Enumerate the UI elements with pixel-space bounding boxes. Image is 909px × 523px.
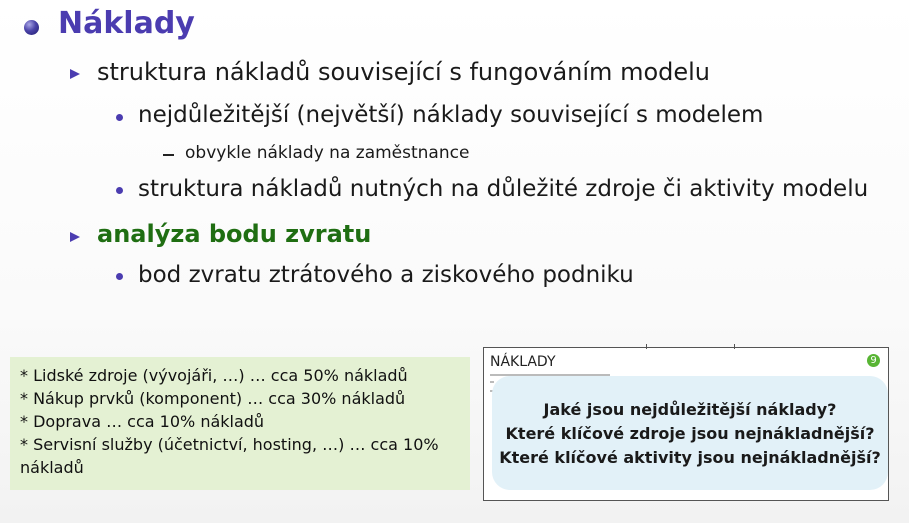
arrow-bullet-icon — [70, 69, 80, 79]
cost-breakdown-note — [10, 357, 470, 490]
note-line: * Doprava … cca 10% nákladů — [20, 412, 265, 431]
subbullet-cost-structure: struktura nákladů nutných na důležité zdroje či aktivity modelu — [138, 176, 869, 202]
question: Které klíčové zdroje jsou nejnákladnější? — [505, 424, 875, 443]
question-bubble — [492, 376, 888, 490]
question: Jaké jsou nejdůležitější náklady? — [543, 400, 837, 419]
note-line: * Nákup prvků (komponent) … cca 30% nákladů — [20, 389, 406, 408]
subsubbullet-employees: obvykle náklady na zaměstnance — [185, 143, 470, 163]
title-bullet-icon — [24, 20, 39, 35]
dash-bullet-icon — [163, 154, 174, 156]
subbullet-break-even-point: bod zvratu ztrátového a ziskového podniku — [138, 262, 634, 288]
dot-bullet-icon — [116, 187, 123, 194]
arrow-bullet-icon — [70, 232, 80, 242]
card-title: NÁKLADY — [490, 354, 556, 370]
card-tick — [646, 344, 647, 349]
slide-title: Náklady — [58, 6, 195, 41]
costs-canvas-card — [483, 347, 889, 501]
note-line: nákladů — [20, 458, 84, 477]
bullet-structure: struktura nákladů související s fungováním modelu — [97, 58, 711, 86]
note-line: * Servisní služby (účetnictví, hosting, …) … cca 10% — [20, 435, 439, 454]
page-badge: 9 — [867, 354, 880, 367]
card-tick — [734, 344, 735, 349]
dot-bullet-icon — [116, 114, 123, 121]
subbullet-key-costs: nejdůležitější (největší) náklady související s modelem — [138, 102, 764, 128]
bullet-break-even: analýza bodu zvratu — [97, 220, 372, 248]
card-fine-print — [490, 381, 494, 383]
note-line: * Lidské zdroje (vývojáři, …) … cca 50% nákladů — [20, 366, 408, 385]
dot-bullet-icon — [116, 273, 123, 280]
question: Které klíčové aktivity jsou nejnákladnější? — [499, 448, 881, 467]
